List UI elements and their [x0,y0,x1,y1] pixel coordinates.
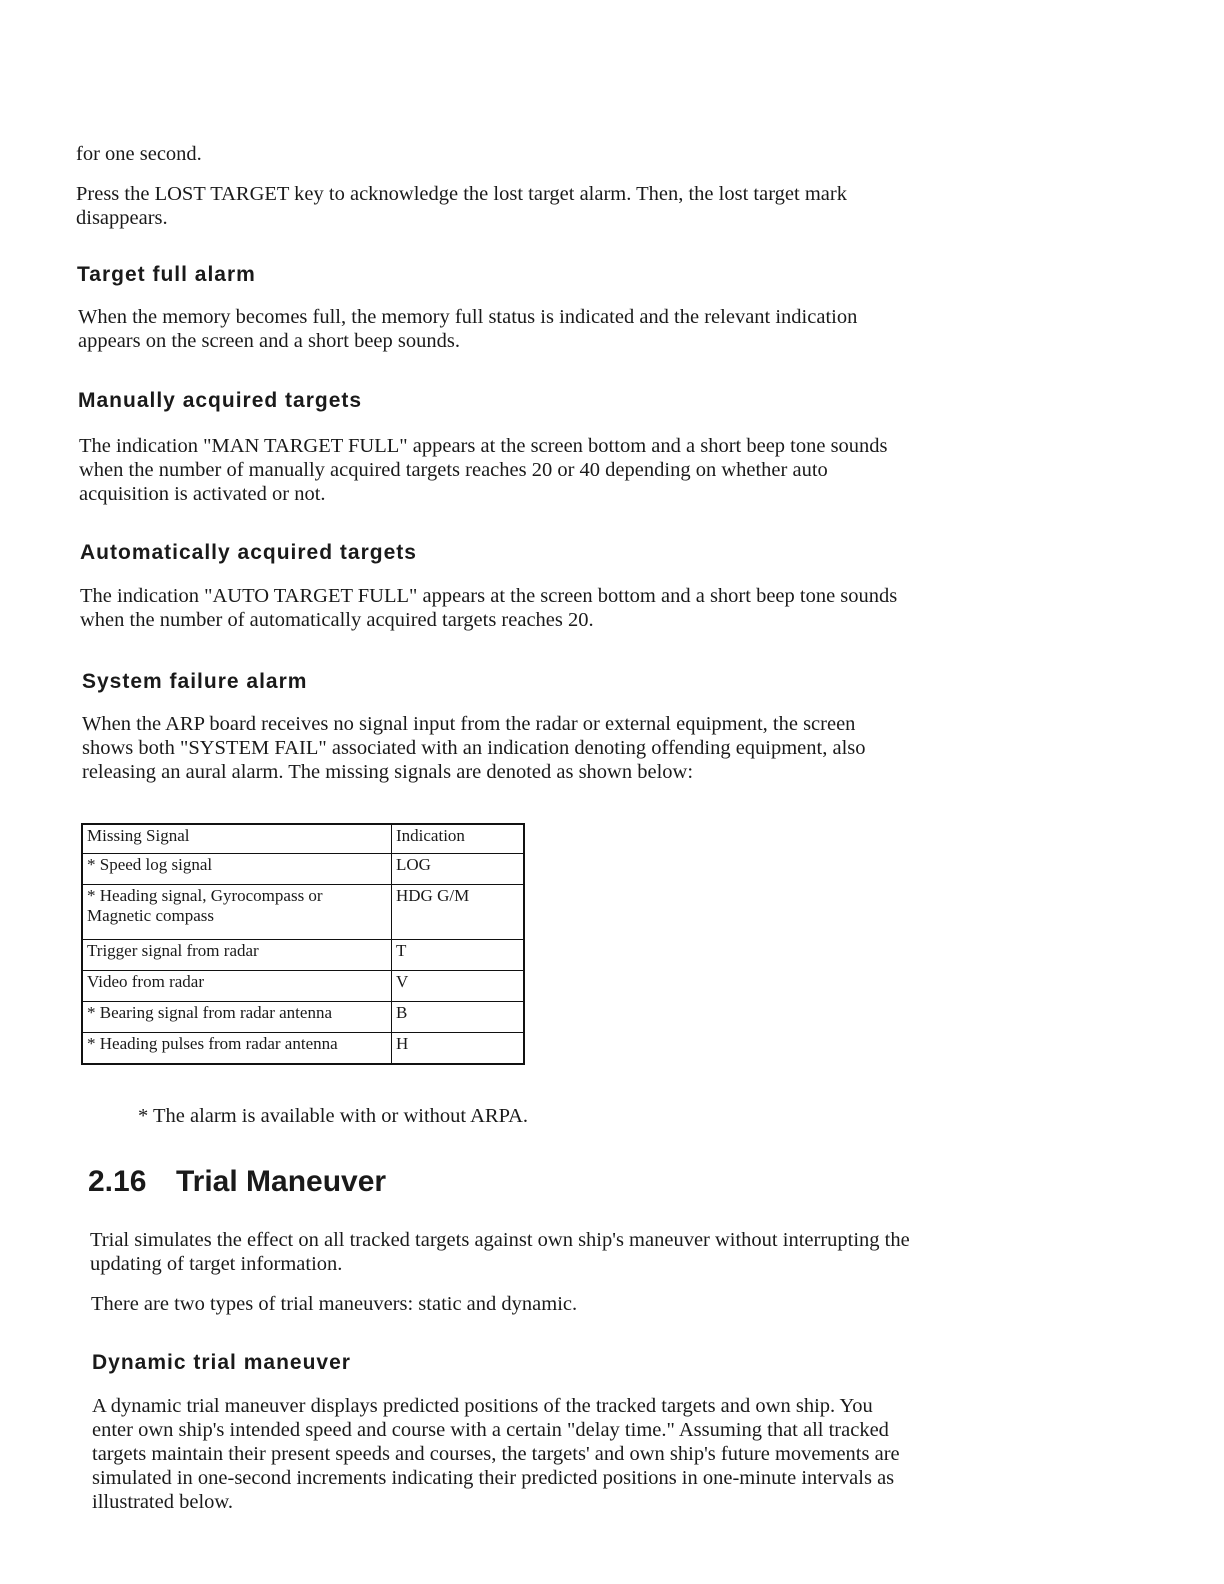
system-failure-text: When the ARP board receives no signal input from the radar or external equipment, the screen shows both "SYSTEM FAIL" associated with an indication denoting offending equipment, also releasing an aural alarm. The missing signals are denoted as shown below: [82,713,866,783]
trial-intro-text: Trial simulates the effect on all tracked targets against own ship's maneuver without interrupting the updating of target information. [90,1229,910,1275]
indication-cell: B [392,1002,525,1033]
manual-targets-heading: Manually acquired targets [78,389,363,412]
table-header-row [82,824,524,854]
missing-signal-table [81,823,525,1065]
target-full-heading: Target full alarm [77,263,256,286]
signal-cell: * Heading signal, Gyrocompass or Magnetic compass [82,885,392,940]
dynamic-trial-text: A dynamic trial maneuver displays predicted positions of the tracked targets and own ship. You enter own ship's intended speed and course with a certain "delay time." Assuming that all tracked targets maintain their present speeds and courses, the targets' and own ship's future movements are simulated in one-second increments indicating their predicted positions in one-minute intervals as illustrated below. [92,1395,900,1513]
signal-cell: Video from radar [82,971,392,1002]
signal-cell: * Speed log signal [82,854,392,885]
system-failure-heading: System failure alarm [82,670,308,693]
indication-cell: HDG G/M [392,885,525,940]
dynamic-trial-heading: Dynamic trial maneuver [92,1351,351,1374]
trial-types-text: There are two types of trial maneuvers: static and dynamic. [91,1293,578,1315]
section-number: 2.16 [88,1165,147,1198]
auto-targets-text: The indication "AUTO TARGET FULL" appears at the screen bottom and a short beep tone sounds when the number of automatically acquired targets reaches 20. [80,585,898,631]
signal-cell: Trigger signal from radar [82,940,392,971]
intro-line: for one second. [76,143,202,165]
indication-cell: V [392,971,525,1002]
section-heading [88,1164,386,1200]
table-row [82,940,524,971]
indication-cell: LOG [392,854,525,885]
section-title: Trial Maneuver [176,1165,387,1198]
table-footnote: * The alarm is available with or without ARPA. [138,1105,529,1127]
indication-cell: H [392,1033,525,1065]
auto-targets-heading: Automatically acquired targets [80,541,417,564]
manual-targets-text: The indication "MAN TARGET FULL" appears at the screen bottom and a short beep tone sounds when the number of manually acquired targets reaches 20 or 40 depending on whether auto acquisition is activated or not. [79,435,888,505]
signal-cell: * Bearing signal from radar antenna [82,1002,392,1033]
table-row [82,854,524,885]
table-row [82,971,524,1002]
table-row [82,1002,524,1033]
table-header-cell: Indication [392,824,525,854]
signal-cell: * Heading pulses from radar antenna [82,1033,392,1065]
lost-target-paragraph: Press the LOST TARGET key to acknowledge the lost target alarm. Then, the lost target mark disappears. [76,183,847,229]
table-header-cell: Missing Signal [82,824,392,854]
table-row [82,1033,524,1065]
target-full-text: When the memory becomes full, the memory full status is indicated and the relevant indication appears on the screen and a short beep sounds. [78,306,858,352]
indication-cell: T [392,940,525,971]
table-row [82,885,524,940]
